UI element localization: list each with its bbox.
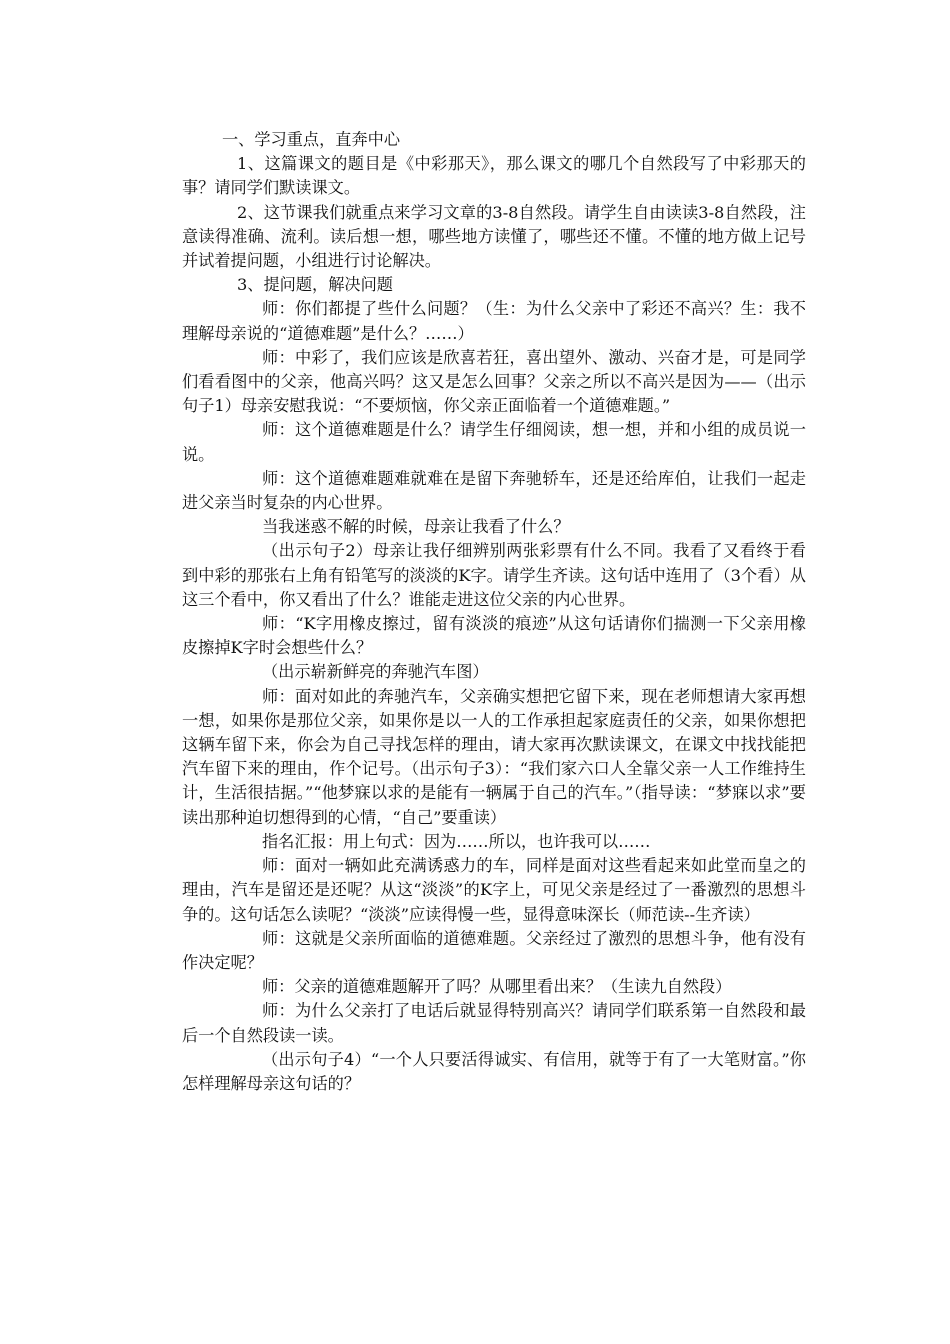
- paragraph-10: 师：“K字用橡皮擦过，留有淡淡的痕迹”从这句话请你们揣测一下父亲用橡皮擦掉K字时会想些什么？: [182, 614, 806, 658]
- paragraph-5: 师：中彩了，我们应该是欣喜若狂，喜出望外、激动、兴奋才是，可是同学们看看图中的父亲，他高兴吗？这又是怎么回事？父亲之所以不高兴是因为——（出示句子1）母亲安慰我说：“不要烦恼，你父亲正面临着一个道德难题。”: [182, 347, 806, 416]
- paragraph-9: （出示句子2）母亲让我仔细辨别两张彩票有什么不同。我看了又看终于看到中彩的那张右上角有铅笔写的淡淡的K字。请学生齐读。这句话中连用了（3个看）从这三个看中，你又看出了什么？谁能走进这位父亲的内心世界。: [182, 541, 806, 609]
- paragraph-8: 当我迷惑不解的时候，母亲让我看了什么？: [262, 517, 570, 537]
- paragraph-17: 师：为什么父亲打了电话后就显得特别高兴？请同学们联系第一自然段和最后一个自然段读一读。: [182, 1001, 806, 1045]
- paragraph-6: 师：这个道德难题是什么？请学生仔细阅读，想一想，并和小组的成员说一说。: [182, 420, 806, 464]
- paragraph-11: （出示崭新鲜亮的奔驰汽车图）: [262, 662, 489, 682]
- paragraph-15: 师：这就是父亲所面临的道德难题。父亲经过了激烈的思想斗争，他有没有作决定呢？: [182, 928, 806, 972]
- paragraph-12: 师：面对如此的奔驰汽车，父亲确实想把它留下来，现在老师想请大家再想一想，如果你是那位父亲，如果你是以一人的工作承担起家庭责任的父亲，如果你想把这辆车留下来，你会为自己寻找怎样的理由，请大家再次默读课文，在课文中找找能把汽车留下来的理由，作个记号。（出示句子3）：“我们家六口人全靠父亲一人工作维持生计，生活很拮据。”“他梦寐以求的是能有一辆属于自己的汽车。”（指导读：“梦寐以求”要读出那种迫切想得到的心情，“自己”要重读）: [182, 686, 806, 827]
- section-heading: 一、学习重点，直奔中心: [222, 130, 401, 149]
- paragraph-4: 师：你们都提了些什么问题？（生：为什么父亲中了彩还不高兴？生：我不理解母亲说的“道德难题”是什么？……）: [182, 299, 806, 343]
- paragraph-13: 指名汇报：用上句式：因为……所以，也许我可以……: [262, 831, 651, 851]
- document-page: [182, 128, 806, 1096]
- paragraph-1: 1、这篇课文的题目是《中彩那天》，那么课文的哪几个自然段写了中彩那天的事？请同学们默读课文。: [182, 154, 806, 198]
- paragraph-16: 师：父亲的道德难题解开了吗？从哪里看出来？（生读九自然段）: [262, 977, 732, 997]
- paragraph-18: （出示句子4）“一个人只要活得诚实、有信用，就等于有了一大笔财富。”你怎样理解母亲这句话的？: [182, 1049, 806, 1093]
- paragraph-3: 3、提问题，解决问题: [237, 275, 393, 295]
- paragraph-14: 师：面对一辆如此充满诱惑力的车，同样是面对这些看起来如此堂而皇之的理由，汽车是留还是还呢？从这“淡淡”的K字上，可见父亲是经过了一番激烈的思想斗争的。这句话怎么读呢？“淡淡”应读得慢一些，显得意味深长（师范读--生齐读）: [182, 856, 806, 924]
- paragraph-2: 2、这节课我们就重点来学习文章的3-8自然段。请学生自由读读3-8自然段，注意读得准确、流利。读后想一想，哪些地方读懂了，哪些还不懂。不懂的地方做上记号并试着提问题，小组进行讨论解决。: [182, 202, 806, 271]
- paragraph-7: 师：这个道德难题难就难在是留下奔驰轿车，还是还给库伯，让我们一起走进父亲当时复杂的内心世界。: [182, 468, 806, 513]
